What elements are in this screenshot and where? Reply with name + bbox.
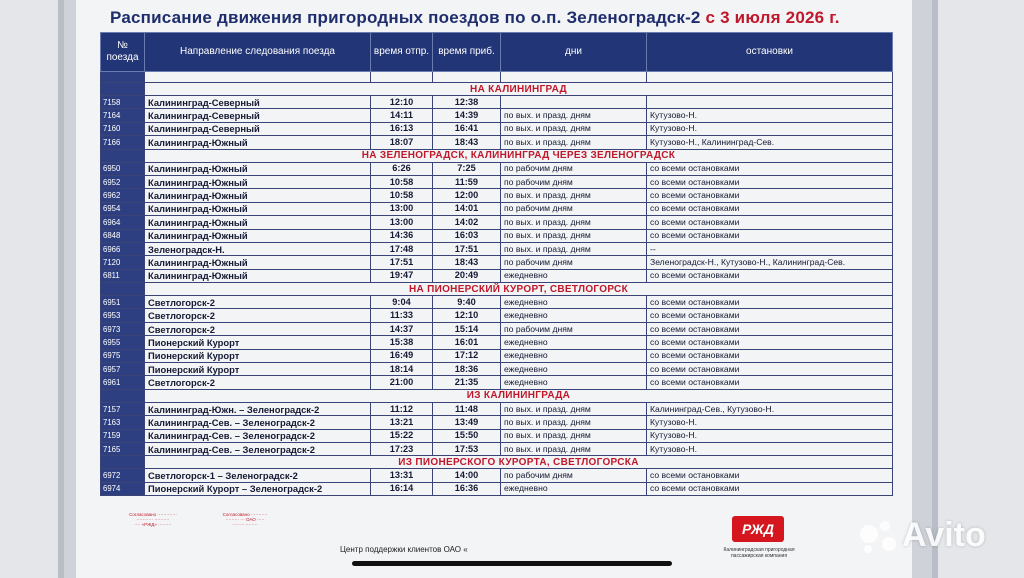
- departure-cell: 12:10: [371, 96, 433, 109]
- direction-cell: Калининград-Южный: [145, 175, 371, 188]
- table-header-row: [101, 33, 893, 72]
- train-number: 7158: [101, 96, 145, 109]
- stops-cell: со всеми остановками: [647, 309, 893, 322]
- stops-cell: со всеми остановками: [647, 469, 893, 482]
- arrival-cell: 14:00: [433, 469, 501, 482]
- stops-cell: --: [647, 242, 893, 255]
- train-number: 7159: [101, 429, 145, 442]
- arrival-cell: 17:12: [433, 349, 501, 362]
- arrival-cell: 14:01: [433, 202, 501, 215]
- table-row: [101, 109, 893, 122]
- direction-cell: Калининград-Южный: [145, 256, 371, 269]
- schedule-date: с 3 июля 2026 г.: [705, 8, 840, 27]
- arrival-cell: 9:40: [433, 296, 501, 309]
- col-header-stops: остановки: [647, 33, 893, 72]
- section-header-row: [101, 283, 893, 296]
- table-row: [101, 175, 893, 188]
- direction-cell: Пионерский Курорт: [145, 363, 371, 376]
- departure-cell: 13:00: [371, 216, 433, 229]
- section-label: ИЗ КАЛИНИНГРАДА: [145, 389, 893, 402]
- departure-cell: 17:51: [371, 256, 433, 269]
- days-cell: по вых. и празд. дням: [501, 442, 647, 455]
- train-number: 6954: [101, 202, 145, 215]
- arrival-cell: 20:49: [433, 269, 501, 282]
- stamp-left: Согласовано ············· ··········· ·········· ···· «РЖД» ·········: [129, 512, 177, 527]
- table-row: [101, 376, 893, 389]
- direction-cell: Светлогорск-2: [145, 296, 371, 309]
- stops-cell: со всеми остановками: [647, 162, 893, 175]
- stops-cell: со всеми остановками: [647, 175, 893, 188]
- departure-cell: 17:48: [371, 242, 433, 255]
- table-row: [101, 309, 893, 322]
- section-header-row: [101, 456, 893, 469]
- days-cell: по вых. и празд. дням: [501, 402, 647, 415]
- col-header-arrival: время приб.: [433, 33, 501, 72]
- departure-cell: 17:23: [371, 442, 433, 455]
- col-header-days: дни: [501, 33, 647, 72]
- table-row: [101, 336, 893, 349]
- departure-cell: 10:58: [371, 175, 433, 188]
- rzd-logo: РЖД: [732, 516, 784, 542]
- train-number: 6953: [101, 309, 145, 322]
- stops-cell: со всеми остановками: [647, 189, 893, 202]
- departure-cell: 14:37: [371, 322, 433, 335]
- col-header-departure: время отпр.: [371, 33, 433, 72]
- departure-cell: 14:11: [371, 109, 433, 122]
- stops-cell: со всеми остановками: [647, 349, 893, 362]
- direction-cell: Калининград-Южный: [145, 202, 371, 215]
- direction-cell: Калининград-Северный: [145, 109, 371, 122]
- table-row: [101, 402, 893, 415]
- section-label: НА ЗЕЛЕНОГРАДСК, КАЛИНИНГРАД ЧЕРЕЗ ЗЕЛЕНОГРАДСК: [145, 149, 893, 162]
- table-row: [101, 122, 893, 135]
- days-cell: по рабочим дням: [501, 162, 647, 175]
- direction-cell: Калининград-Северный: [145, 96, 371, 109]
- direction-cell: Светлогорск-2: [145, 322, 371, 335]
- train-number: 7166: [101, 136, 145, 149]
- days-cell: по вых. и празд. дням: [501, 216, 647, 229]
- section-header-row: [101, 389, 893, 402]
- arrival-cell: 12:00: [433, 189, 501, 202]
- departure-cell: 11:33: [371, 309, 433, 322]
- days-cell: ежедневно: [501, 482, 647, 495]
- arrival-cell: 21:35: [433, 376, 501, 389]
- support-note: Центр поддержки клиентов ОАО «: [340, 545, 468, 554]
- arrival-cell: 13:49: [433, 416, 501, 429]
- departure-cell: 10:58: [371, 189, 433, 202]
- train-number: 7120: [101, 256, 145, 269]
- departure-cell: 6:26: [371, 162, 433, 175]
- section-label: НА КАЛИНИНГРАД: [145, 83, 893, 96]
- section-header-row: [101, 83, 893, 96]
- days-cell: ежедневно: [501, 336, 647, 349]
- direction-cell: Калининград-Сев. – Зеленоградск-2: [145, 429, 371, 442]
- stops-cell: со всеми остановками: [647, 229, 893, 242]
- avito-wordmark: Avito: [902, 516, 986, 554]
- days-cell: по рабочим дням: [501, 175, 647, 188]
- table-row: [101, 363, 893, 376]
- stops-cell: Кутузово-Н.: [647, 122, 893, 135]
- stops-cell: со всеми остановками: [647, 363, 893, 376]
- direction-cell: Калининград-Южный: [145, 269, 371, 282]
- direction-cell: Калининград-Южный: [145, 216, 371, 229]
- table-row: [101, 189, 893, 202]
- header-spacer-row: [101, 72, 893, 83]
- train-number: 6974: [101, 482, 145, 495]
- table-row: [101, 256, 893, 269]
- departure-cell: 19:47: [371, 269, 433, 282]
- departure-cell: 13:31: [371, 469, 433, 482]
- direction-cell: Калининград-Южный: [145, 136, 371, 149]
- arrival-cell: 16:41: [433, 122, 501, 135]
- stops-cell: со всеми остановками: [647, 322, 893, 335]
- home-indicator[interactable]: [352, 561, 672, 566]
- arrival-cell: 17:51: [433, 242, 501, 255]
- train-number: 6848: [101, 229, 145, 242]
- table-row: [101, 269, 893, 282]
- table-row: [101, 429, 893, 442]
- direction-cell: Калининград-Северный: [145, 122, 371, 135]
- table-row: [101, 202, 893, 215]
- days-cell: по вых. и празд. дням: [501, 429, 647, 442]
- days-cell: [501, 96, 647, 109]
- train-number: 7164: [101, 109, 145, 122]
- direction-cell: Калининград-Сев. – Зеленоградск-2: [145, 416, 371, 429]
- direction-cell: Калининград-Южн. – Зеленоградск-2: [145, 402, 371, 415]
- direction-cell: Калининград-Южный: [145, 229, 371, 242]
- departure-cell: 21:00: [371, 376, 433, 389]
- schedule-title: Расписание движения пригородных поездов по о.п. Зеленоградск-2: [110, 8, 701, 27]
- stamp-middle: Согласовано ··········· ········· ··· ОАО ····· ········ ········: [222, 512, 268, 527]
- train-number: 6966: [101, 242, 145, 255]
- days-cell: по вых. и празд. дням: [501, 242, 647, 255]
- days-cell: по вых. и празд. дням: [501, 229, 647, 242]
- train-number: 7157: [101, 402, 145, 415]
- days-cell: по вых. и празд. дням: [501, 416, 647, 429]
- departure-cell: 15:38: [371, 336, 433, 349]
- arrival-cell: 18:43: [433, 136, 501, 149]
- departure-cell: 18:07: [371, 136, 433, 149]
- train-number: 6950: [101, 162, 145, 175]
- arrival-cell: 14:02: [433, 216, 501, 229]
- section-label: ИЗ ПИОНЕРСКОГО КУРОРТА, СВЕТЛОГОРСКА: [145, 456, 893, 469]
- departure-cell: 14:36: [371, 229, 433, 242]
- departure-cell: 18:14: [371, 363, 433, 376]
- table-row: [101, 216, 893, 229]
- stops-cell: Калининград-Сев., Кутузово-Н.: [647, 402, 893, 415]
- direction-cell: Калининград-Южный: [145, 189, 371, 202]
- stops-cell: со всеми остановками: [647, 336, 893, 349]
- stops-cell: Кутузово-Н.: [647, 109, 893, 122]
- train-number: 6957: [101, 363, 145, 376]
- arrival-cell: 15:14: [433, 322, 501, 335]
- departure-cell: 11:12: [371, 402, 433, 415]
- days-cell: по рабочим дням: [501, 322, 647, 335]
- days-cell: ежедневно: [501, 309, 647, 322]
- days-cell: ежедневно: [501, 269, 647, 282]
- table-row: [101, 242, 893, 255]
- schedule-body: [101, 72, 893, 496]
- arrival-cell: 18:43: [433, 256, 501, 269]
- arrival-cell: 11:59: [433, 175, 501, 188]
- arrival-cell: 12:38: [433, 96, 501, 109]
- arrival-cell: 14:39: [433, 109, 501, 122]
- train-number: 7163: [101, 416, 145, 429]
- train-number: 6951: [101, 296, 145, 309]
- days-cell: по рабочим дням: [501, 202, 647, 215]
- stops-cell: со всеми остановками: [647, 269, 893, 282]
- train-number: 6964: [101, 216, 145, 229]
- table-row: [101, 482, 893, 495]
- stops-cell: [647, 96, 893, 109]
- section-label: НА ПИОНЕРСКИЙ КУРОРТ, СВЕТЛОГОРСК: [145, 283, 893, 296]
- days-cell: по вых. и празд. дням: [501, 189, 647, 202]
- departure-cell: 9:04: [371, 296, 433, 309]
- table-row: [101, 96, 893, 109]
- avito-watermark: [858, 516, 986, 555]
- departure-cell: 16:13: [371, 122, 433, 135]
- section-header-row: [101, 149, 893, 162]
- arrival-cell: 12:10: [433, 309, 501, 322]
- departure-cell: 16:49: [371, 349, 433, 362]
- rzd-logo-caption: Калининградская пригородная пассажирская компания: [723, 547, 795, 559]
- direction-cell: Светлогорск-2: [145, 309, 371, 322]
- train-number: 6972: [101, 469, 145, 482]
- days-cell: ежедневно: [501, 376, 647, 389]
- direction-cell: Светлогорск-2: [145, 376, 371, 389]
- arrival-cell: 16:03: [433, 229, 501, 242]
- schedule-table: [100, 32, 893, 496]
- avito-dots-icon: [858, 519, 902, 555]
- direction-cell: Светлогорск-1 – Зеленоградск-2: [145, 469, 371, 482]
- train-number: 6975: [101, 349, 145, 362]
- table-row: [101, 442, 893, 455]
- arrival-cell: 11:48: [433, 402, 501, 415]
- arrival-cell: 16:01: [433, 336, 501, 349]
- stops-cell: Кутузово-Н., Калининград-Сев.: [647, 136, 893, 149]
- direction-cell: Пионерский Курорт – Зеленоградск-2: [145, 482, 371, 495]
- stops-cell: Кутузово-Н.: [647, 429, 893, 442]
- stops-cell: со всеми остановками: [647, 296, 893, 309]
- col-header-direction: Направление следования поезда: [145, 33, 371, 72]
- days-cell: ежедневно: [501, 349, 647, 362]
- train-number: 6952: [101, 175, 145, 188]
- table-row: [101, 136, 893, 149]
- days-cell: ежедневно: [501, 296, 647, 309]
- train-number: 6973: [101, 322, 145, 335]
- departure-cell: 13:21: [371, 416, 433, 429]
- stops-cell: Кутузово-Н.: [647, 416, 893, 429]
- table-row: [101, 349, 893, 362]
- departure-cell: 15:22: [371, 429, 433, 442]
- stops-cell: Зеленоградск-Н., Кутузово-Н., Калининград-Сев.: [647, 256, 893, 269]
- days-cell: по вых. и празд. дням: [501, 122, 647, 135]
- arrival-cell: 17:53: [433, 442, 501, 455]
- stops-cell: со всеми остановками: [647, 202, 893, 215]
- direction-cell: Пионерский Курорт: [145, 336, 371, 349]
- train-number: 6811: [101, 269, 145, 282]
- days-cell: по рабочим дням: [501, 469, 647, 482]
- arrival-cell: 18:36: [433, 363, 501, 376]
- col-header-num: № поезда: [101, 33, 145, 72]
- arrival-cell: 7:25: [433, 162, 501, 175]
- train-number: 7165: [101, 442, 145, 455]
- stops-cell: со всеми остановками: [647, 216, 893, 229]
- days-cell: по вых. и празд. дням: [501, 136, 647, 149]
- table-row: [101, 162, 893, 175]
- train-number: 6962: [101, 189, 145, 202]
- departure-cell: 13:00: [371, 202, 433, 215]
- direction-cell: Калининград-Южный: [145, 162, 371, 175]
- schedule-heading: [110, 4, 900, 32]
- departure-cell: 16:14: [371, 482, 433, 495]
- table-row: [101, 416, 893, 429]
- arrival-cell: 15:50: [433, 429, 501, 442]
- days-cell: ежедневно: [501, 363, 647, 376]
- table-row: [101, 469, 893, 482]
- stops-cell: со всеми остановками: [647, 482, 893, 495]
- train-number: 6961: [101, 376, 145, 389]
- table-row: [101, 229, 893, 242]
- stops-cell: Кутузово-Н.: [647, 442, 893, 455]
- direction-cell: Зеленоградск-Н.: [145, 242, 371, 255]
- stops-cell: со всеми остановками: [647, 376, 893, 389]
- table-row: [101, 296, 893, 309]
- days-cell: по рабочим дням: [501, 256, 647, 269]
- days-cell: по вых. и празд. дням: [501, 109, 647, 122]
- direction-cell: Калининград-Сев. – Зеленоградск-2: [145, 442, 371, 455]
- train-number: 6955: [101, 336, 145, 349]
- arrival-cell: 16:36: [433, 482, 501, 495]
- direction-cell: Пионерский Курорт: [145, 349, 371, 362]
- train-number: 7160: [101, 122, 145, 135]
- table-row: [101, 322, 893, 335]
